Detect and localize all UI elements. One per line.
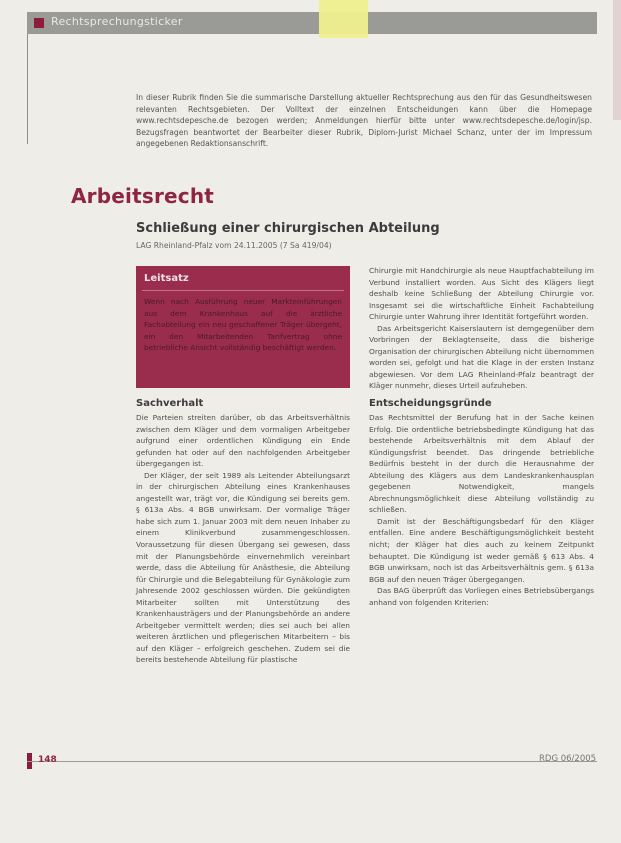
sachverhalt-heading: Sachverhalt [136, 398, 204, 409]
sachverhalt-paragraph-2: Der Kläger, der seit 1989 als Leitender Abteilungsarzt in der chirurgischen Abteilung eines Krankenhauses angestellt war, trägt vor, die Kündigung sei bereits gem. § 613a Abs. 4 BGB unwirksam. Der vormalige Träger habe sich zum 1. Januar 2003 mit dem neuen Inhaber zu einem Klinikverbund zusammengeschlossen. Voraussetzung für diesen Übergang sei gewesen, dass mit der Planungsbehörde einvernehmlich vereinbart werde, dass die Abteilung für Anästhesie, die Abteilung für Chirurgie und die Belegabteilung für Gynäkologie zum Jahresende 2002 geschlossen würden. Die gekündigten Mitarbeiter sollten mit Unterstützung des Krankenhausträgers und der Planungsbehörde an andere Arbeitgeber vermittelt werden; dies sei auch bei allen weiteren ärztlichen und pflegerischen Mitarbeitern – bis auf den Kläger – erfolgreich geschehen. Zudem sei die bereits bestehende Abteilung für plastische [136, 470, 350, 665]
right-paragraph-3: Das Rechtsmittel der Berufung hat in der Sache keinen Erfolg. Die ordentliche betriebsbedingte Kündigung hat das bestehende Arbeitsverhältnis mit dem Ablauf der Kündigungsfrist beendet. Das dringende betriebliche Bedürfnis besteht in der durch die Herausnahme der Abteilung des Klägers aus dem Landeskrankenhausplan gegebenen Notwendigkeit, mangels Abrechnungsmöglichkeit diese Abteilung vollständig zu schließen. [369, 413, 594, 515]
leitsatz-text: Wenn nach Ausführung neuer Markteinführungen aus dem Krankenhaus auf die ärztliche Fachabteilung ein neu geschaffener Träger übergeht, ein den Mitarbeitenden Tarifvertrag ohne betriebliche Ansicht vollständig beschäftigt werden. [144, 297, 342, 353]
sachverhalt-paragraph-1: Die Parteien streiten darüber, ob das Arbeitsverhältnis zwischen dem Kläger und dem vormaligen Arbeitgeber aufgrund einer ordentlichen Kündigung ein Ende gefunden hat oder auf den nachfolgenden Arbeitgeber übergegangen ist. [136, 413, 350, 469]
right-paragraph-5: Das BAG überprüft das Vorliegen eines Betriebsübergangs anhand von folgenden Kriterien: [369, 586, 594, 607]
page-edge-mark [613, 0, 621, 120]
entscheidungsgruende-heading: Entscheidungsgründe [369, 398, 492, 410]
right-paragraph-1: Chirurgie mit Handchirurgie als neue Hauptfachabteilung im Verbund installiert worden. Aus Sicht des Klägers liegt deshalb keine Schließung der Abteilung Chirurgie vor. Insgesamt sei die wirtschaftliche Einheit Fachabteilung Chirurgie unter Wahrung ihrer Identität fortgeführt worden. [369, 266, 594, 322]
right-column [369, 265, 594, 608]
leitsatz-heading: Leitsatz [144, 273, 189, 284]
sticky-note [319, 0, 368, 38]
footer-rule [27, 761, 597, 762]
left-column [136, 398, 350, 666]
rubric-band [27, 12, 597, 34]
court-reference: LAG Rheinland-Pfalz vom 24.11.2005 (7 Sa 419/04) [136, 241, 332, 250]
page-number: 148 [38, 755, 57, 765]
leitsatz-box [136, 266, 350, 388]
section-title: Arbeitsrecht [71, 184, 215, 208]
article-title: Schließung einer chirurgischen Abteilung [136, 221, 440, 236]
intro-paragraph: In dieser Rubrik finden Sie die summarische Darstellung aktueller Rechtsprechung aus den für das Gesundheitswesen relevanten Rechtsgebieten. Der Volltext der einzelnen Entscheidungen kann über die Homepage www.rechtsdepesche.de bezogen werden; Anmeldungen hierfür bitte unter www.rechtsdepesche.de/login/jsp. Bezugsfragen beantwortet der Bearbeiter dieser Rubrik, Diplom-Jurist Michael Schanz, unter der im Impressum angegebenen Redaktionsanschrift. [136, 93, 592, 148]
margin-rule [27, 34, 28, 144]
rubric-label: Rechtsprechungsticker [51, 15, 183, 28]
right-paragraph-2: Das Arbeitsgericht Kaiserslautern ist demgegenüber dem Vorbringen der Beklagtenseite, dass die bisherige Organisation der chirurgischen Abteilung nicht übernommen worden sei, gefolgt und hat die Klage in der ersten Instanz abgewiesen. Vor dem LAG Rheinland-Pfalz beantragt der Kläger nunmehr, dieses Urteil aufzuheben. [369, 323, 594, 391]
right-paragraph-4: Damit ist der Beschäftigungsbedarf für den Kläger entfallen. Eine andere Beschäftigungsmöglichkeit besteht nicht; der Kläger hat dies auch zu keinem Zeitpunkt behauptet. Die Kündigung ist weder gemäß § 613 Abs. 4 BGB unwirksam, noch ist das Arbeitsverhältnis gem. § 613a BGB auf den neuen Träger übergegangen. [369, 516, 594, 584]
leitsatz-divider [142, 290, 344, 291]
journal-reference: RDG 06/2005 [539, 754, 597, 764]
rubric-marker [34, 18, 44, 28]
